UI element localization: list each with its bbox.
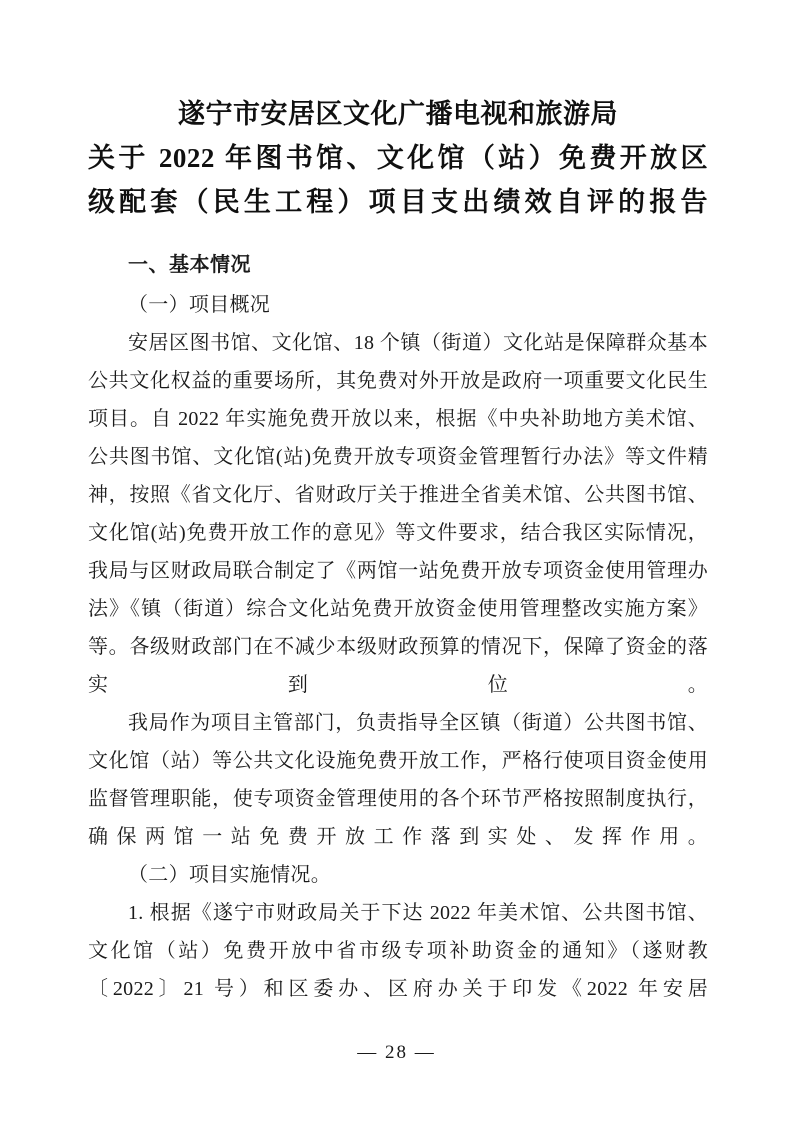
page-number: — 28 — <box>357 1042 436 1063</box>
subsection-heading-1: （一）项目概况 <box>128 294 271 316</box>
section-heading-1: 一、基本情况 <box>128 254 251 276</box>
title-line-3: 级配套（民生工程）项目支出绩效自评的报告 <box>88 187 708 217</box>
title-line-2: 关于 2022 年图书馆、文化馆（站）免费开放区 <box>88 143 708 173</box>
document-body <box>88 92 708 1008</box>
page-title <box>88 92 708 224</box>
paragraph-2: 我局作为项目主管部门，负责指导全区镇（街道）公共图书馆、文化馆（站）等公共文化设施免费开放工作，严格行使项目资金使用监督管理职能，使专项资金管理使用的各个环节严格按照制度执行，确保两馆一站免费开放工作落到实处、发挥作用。 <box>88 712 708 848</box>
paragraph-1: 安居区图书馆、文化馆、18 个镇（街道）文化站是保障群众基本公共文化权益的重要场所，其免费对外开放是政府一项重要文化民生项目。自 2022 年实施免费开放以来，根据《中央补助地方美术馆、公共图书馆、文化馆(站)免费开放专项资金管理暂行办法》等文件精神，按照《省文化厅、省财政厅关于推进全省美术馆、公共图书馆、文化馆(站)免费开放工作的意见》等文件要求，结合我区实际情况，我局与区财政局联合制定了《两馆一站免费开放专项资金使用管理办法》《镇（街道）综合文化站免费开放资金使用管理整改实施方案》等。各级财政部门在不减少本级财政预算的情况下，保障了资金的落实到位。 <box>88 332 708 696</box>
subsection-heading-2: （二）项目实施情况。 <box>128 864 331 886</box>
title-line-1: 遂宁市安居区文化广播电视和旅游局 <box>178 99 618 129</box>
paragraph-3: 1. 根据《遂宁市财政局关于下达 2022 年美术馆、公共图书馆、文化馆（站）免费开放中省市级专项补助资金的通知》（遂财教〔2022〕21 号）和区委办、区府办关于印发《2022 年安居 <box>88 902 708 1000</box>
